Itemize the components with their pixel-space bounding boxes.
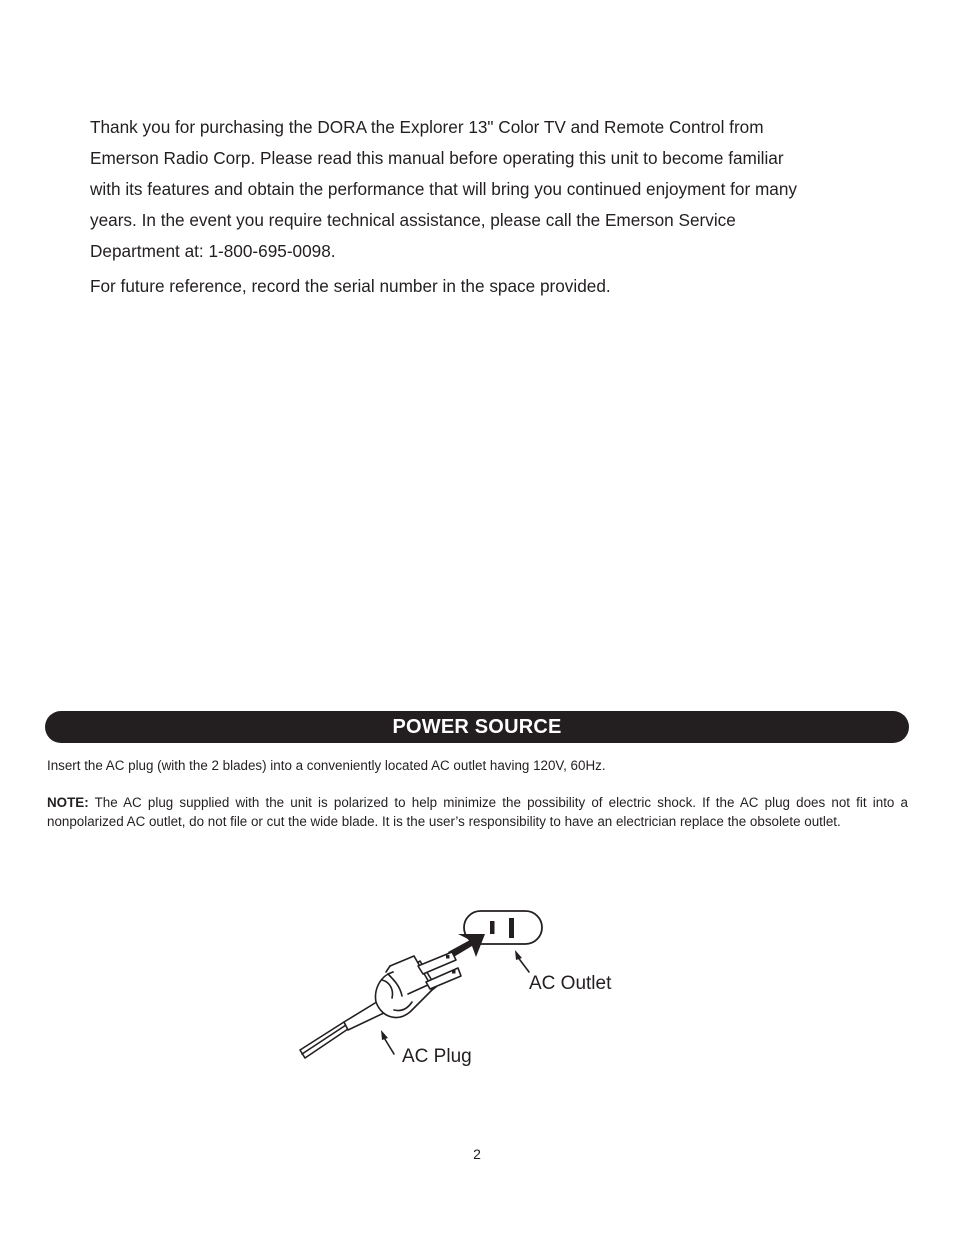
power-instruction: Insert the AC plug (with the 2 blades) into a conveniently located AC outlet having 120V, 60Hz.: [47, 758, 606, 773]
ac-outlet-label: AC Outlet: [529, 973, 612, 994]
ac-plug-icon: [300, 952, 461, 1058]
intro-text: [90, 112, 880, 302]
section-header-bar: [45, 711, 909, 743]
outlet-pointer-arrowhead: [515, 950, 522, 960]
note-label: NOTE:: [47, 795, 89, 810]
page-number: 2: [473, 1146, 481, 1162]
power-note: [47, 794, 908, 831]
note-text: The AC plug supplied with the unit is polarized to help minimize the possibility of electric shock. If the AC plug does not fit into a nonpolarized AC outlet, do not file or cut the wide blade. It is the user’s responsibility to have an electrician replace the obsolete outlet.: [47, 795, 908, 829]
section-title: POWER SOURCE: [392, 715, 562, 738]
serial-reference-paragraph: For future reference, record the serial number in the space provided.: [90, 276, 611, 296]
ac-plug-label: AC Plug: [402, 1046, 472, 1067]
intro-paragraph: Thank you for purchasing the DORA the Explorer 13" Color TV and Remote Control from Emerson Radio Corp. Please read this manual before operating this unit to become familiar with its features and obtain the performance that will bring you continued enjoyment for many years. In the event you require technical assistance, please call the Emerson Service Department at: 1-800-695-0098.: [90, 117, 797, 261]
plug-pointer-arrowhead: [381, 1030, 388, 1040]
